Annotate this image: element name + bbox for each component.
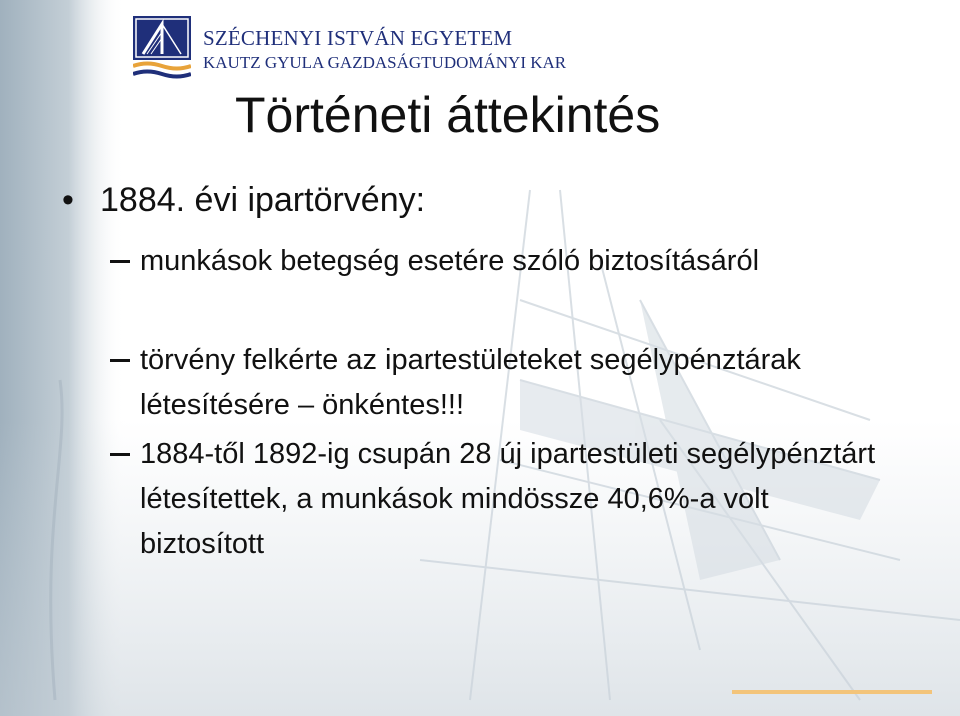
- dash-icon: [110, 260, 130, 263]
- sub-item-2: [110, 338, 870, 428]
- main-bullet-text: 1884. évi ipartörvény:: [100, 181, 426, 219]
- main-bullet: [62, 181, 425, 220]
- sub-item-2-text: törvény felkérte az ipartestületeket segélypénztárak létesítésére – önkéntes!!!: [140, 344, 801, 421]
- faculty-name: KAUTZ GYULA GAZDASÁGTUDOMÁNYI KAR: [203, 53, 567, 72]
- accent-line: [732, 690, 932, 694]
- sub-item-1-text: munkások betegség esetére szóló biztosításáról: [140, 245, 760, 277]
- sub-item-3: [110, 432, 890, 567]
- university-logo-icon: [133, 16, 191, 80]
- dash-icon: [110, 453, 130, 456]
- sub-item-1: [110, 239, 870, 284]
- sub-item-3-text: 1884-től 1892-ig csupán 28 új ipartestületi segélypénztárt létesítettek, a munkások mindössze 40,6%-a volt biztosított: [140, 438, 876, 560]
- university-name: SZÉCHENYI ISTVÁN EGYETEM: [203, 26, 513, 50]
- slide-title: Történeti áttekintés: [235, 87, 661, 143]
- dash-icon: [110, 359, 130, 362]
- bullet-icon: •: [62, 181, 74, 219]
